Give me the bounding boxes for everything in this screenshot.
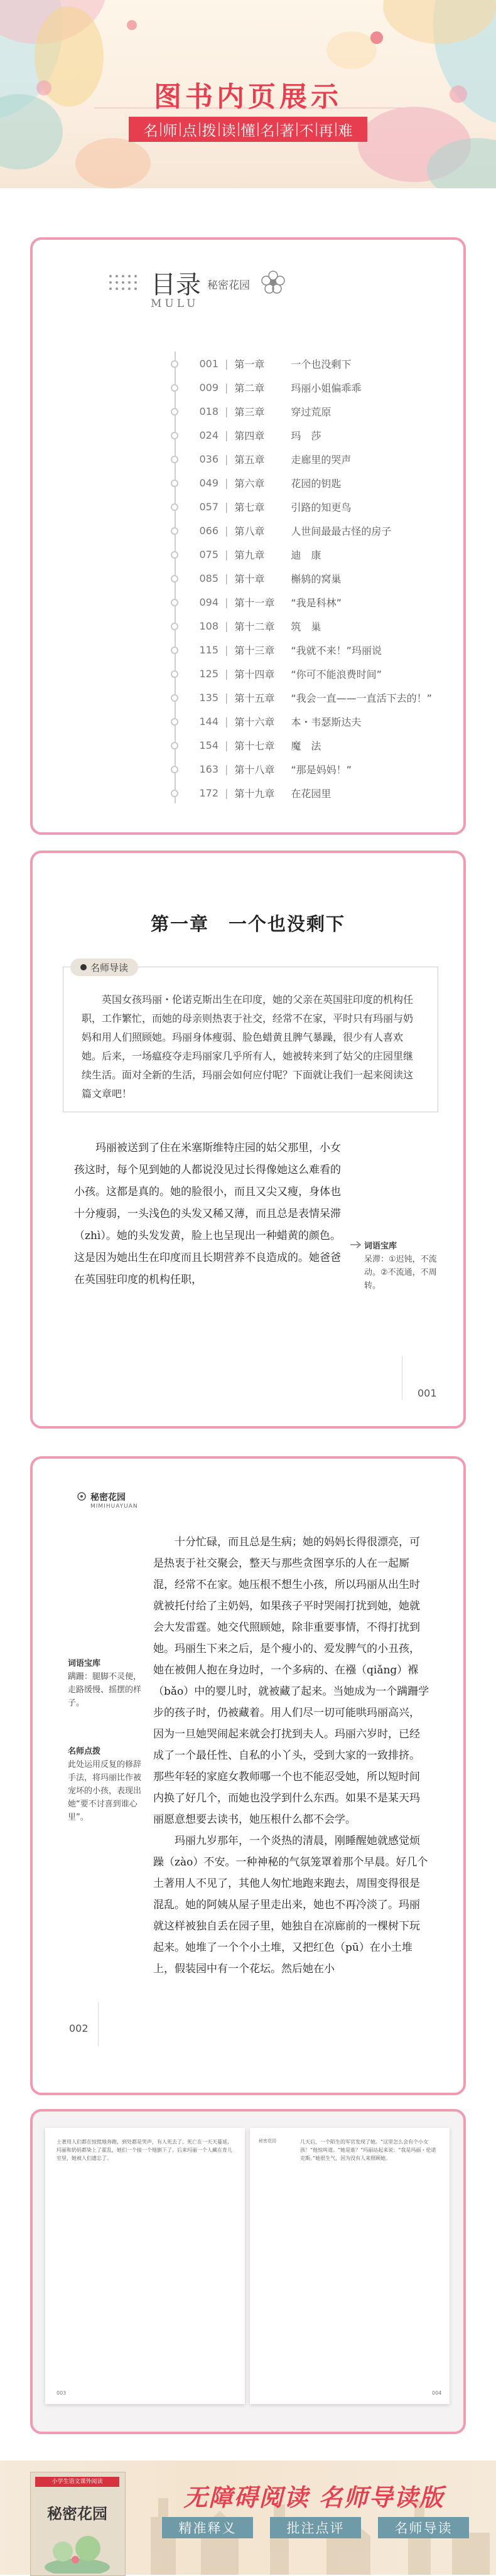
page-body-paragraph: 玛丽九岁那年，一个炎热的清晨，刚睡醒她就感觉烦躁（zào）不安。一种神秘的气氛笼罩着那个早晨。好几个土著用人不见了，其他人匆忙地跑来跑去，周围变得很是混乱。她的阿姨从屋子里走出来，她也不再冷淡了。玛丽就这样被独自丢在园子里，她独自在凉廊前的一棵树下玩起来。她堆了一个个小土堆，又把红色（pū）在小土堆上，假装园中有一个花坛。然后她在小 [153, 1835, 428, 1975]
dots-ornament-icon [107, 270, 144, 295]
running-header-pinyin: MIMIHUAYUAN [90, 1503, 138, 1510]
toc-page: 075 [199, 549, 218, 561]
toc-title: 筑 巢 [291, 621, 321, 633]
toc-separator: | [225, 453, 229, 465]
toc-title: 引路的知更鸟 [291, 502, 352, 513]
tagline-char: 拨 [202, 122, 217, 139]
vocab-pointer-icon [350, 1240, 364, 1250]
toc-dot-icon [171, 384, 178, 392]
guide-text: 英国女孩玛丽・伦诺克斯出生在印度，她的父亲在英国驻印度的机构任职，工作繁忙，而她的母亲则热衷于社交，经常不在家，平时只有玛丽与奶妈和用人们照顾她。玛丽身体瘦弱、脸色蜡黄且脾气暴躁，很少有人喜欢她。后来，一场瘟疫夺走玛丽家几乎所有人，她被转来到了姑父的庄园里继续生活。面对全新的生活，玛丽会如何应付呢？下面就让我们一起来阅读这篇文章吧！ [82, 994, 414, 1100]
toc-entry[interactable] [175, 738, 321, 753]
footer-tag: 精准释义 [162, 2517, 253, 2538]
toc-page: 125 [199, 668, 218, 680]
toc-entry[interactable] [175, 523, 391, 538]
spread-left-text: 土著用人们都在惊慌地奔跑，到处都是哭声，有人死去了。死亡在一天天蔓延，玛丽和奶妈都染上了霍乱，她们一个接一个地倒下了。后来玛丽一个人藏在育儿室里，她被人们遗忘了。 [57, 2139, 232, 2161]
toc-dot-icon [171, 647, 178, 654]
toc-separator: | [225, 668, 229, 680]
toc-entry[interactable] [175, 476, 341, 490]
page-body-paragraph: 十分忙碌，而且总是生病；她的妈妈长得很漂亮，可是热衷于社交聚会，整天与那些贪图享乐的人在一起厮混，经常不在家。她压根不想生小孩，所以玛丽从出生时就被托付给了主奶妈，如果孩子平时哭闹打扰到她，她就会大发雷霆。她交代照顾她，除非重要事情，不得打扰到她。玛丽生下来之后，是个瘦小的、爱发脾气的小丑孩，她在被佣人抱在身边时，一个多病的、在襁（qiǎng）褓（bǎo）中的婴儿时，就被藏了起来。当她成为一个蹒跚学步的孩子时，仍被藏着。用人们尽一切可能哄玛丽高兴，因为一旦她哭闹起来就会打扰到夫人。玛丽六岁时，已经成了一个最任性、自私的小丫头，受到大家的一致排挤。那些年轻的家庭女教师哪一个也不能忍受她，所以短时间内换了好几个，而她也没学到什么东西。如果不是某天玛丽愿意想要去读书，她压根什么都不会学。 [153, 1536, 429, 1826]
toc-separator: | [225, 596, 229, 608]
toc-chapter: 第十七章 [234, 740, 275, 752]
toc-title: “我是科林” [291, 597, 342, 609]
toc-page: 066 [199, 525, 218, 537]
tagline-char: 点 [182, 122, 197, 139]
toc-separator: | [225, 429, 229, 441]
toc-title: 一个也没剩下 [291, 358, 352, 370]
toc-chapter: 第十四章 [234, 668, 275, 680]
tagline-char: 著 [279, 122, 294, 139]
toc-chapter: 第十八章 [234, 764, 275, 776]
book-cover-series: 小学生语文课外阅读 [35, 2477, 119, 2487]
toc-chapter: 第十一章 [234, 597, 275, 609]
vocab-head: 词语宝库 [364, 1242, 397, 1251]
toc-chapter: 第二章 [234, 382, 265, 394]
vocab-note [364, 1240, 446, 1292]
toc-title: 槲鸫的窝巢 [291, 573, 342, 585]
toc-separator: | [225, 525, 229, 537]
toc-entry[interactable] [175, 452, 351, 466]
toc-separator: | [225, 549, 229, 561]
guide-label [70, 958, 138, 976]
guide-bullet-icon [80, 964, 87, 970]
toc-entry[interactable] [175, 500, 351, 514]
page-header-flower-icon [77, 1491, 87, 1501]
vocab-head: 词语宝库 [68, 1659, 101, 1668]
toc-dot-icon [171, 408, 178, 416]
teacher-note-head: 名师点拨 [68, 1747, 101, 1756]
toc-entry[interactable] [175, 714, 361, 729]
vocab-text: 呆滞：①迟钝，不流动。②不流通，不周转。 [364, 1255, 437, 1291]
toc-separator: | [225, 739, 229, 751]
tagline-char: 懂 [240, 122, 256, 139]
toc-chapter: 第十三章 [234, 645, 275, 657]
toc-dot-icon [171, 766, 178, 773]
toc-entry[interactable] [175, 404, 331, 419]
toc-entry[interactable] [175, 428, 321, 443]
toc-dot-icon [171, 575, 178, 582]
toc-chapter: 第五章 [234, 454, 265, 466]
toc-chapter: 第十五章 [234, 692, 275, 704]
toc-dot-icon [171, 503, 178, 511]
toc-page: 049 [199, 477, 218, 489]
toc-chapter: 第十二章 [234, 621, 275, 633]
toc-separator: | [225, 501, 229, 513]
banner-title: 图书内页展示 [154, 81, 342, 113]
toc-dot-icon [171, 694, 178, 702]
page-body [153, 1532, 429, 1980]
toc-title: 人世间最最古怪的房子 [291, 525, 392, 537]
toc-title: 穿过荒原 [291, 406, 332, 418]
toc-entry[interactable] [175, 619, 321, 633]
tagline-char: 难 [338, 122, 353, 139]
toc-chapter: 第四章 [234, 430, 265, 442]
toc-dot-icon [171, 718, 178, 726]
toc-page: 018 [199, 405, 218, 417]
toc-entry[interactable] [175, 571, 341, 586]
toc-title: 玛 莎 [291, 430, 321, 442]
toc-title: “我就不来！”玛丽说 [291, 645, 382, 657]
toc-entry[interactable] [175, 380, 361, 395]
toc-dot-icon [171, 742, 178, 749]
footer-slogan: 无障碍阅读 名师导读版 [183, 2484, 445, 2511]
footer-tag: 名师导读 [378, 2517, 469, 2538]
toc-separator: | [225, 763, 229, 775]
toc-separator: | [225, 572, 229, 584]
toc-book-name: 秘密花园 [207, 279, 250, 292]
toc-separator: | [225, 382, 229, 394]
toc-chapter: 第一章 [234, 358, 265, 370]
guide-label-text: 名师导读 [90, 962, 128, 974]
running-header-title: 秘密花园 [90, 1493, 126, 1503]
toc-entry[interactable] [175, 690, 432, 705]
spread-right-header: 秘密花园 [259, 2139, 276, 2144]
toc-chapter: 第七章 [234, 502, 265, 513]
toc-chapter: 第三章 [234, 406, 265, 418]
vocab-note [68, 1657, 143, 1710]
toc-page: 144 [199, 716, 218, 727]
tagline-char: 师 [163, 122, 178, 139]
toc-dot-icon [171, 456, 178, 463]
spread-left-page-number: 003 [57, 2390, 67, 2396]
toc-separator: | [225, 716, 229, 727]
toc-page: 024 [199, 429, 218, 441]
tagline-char: 再 [318, 122, 333, 139]
footer-tag: 批注点评 [270, 2517, 361, 2538]
toc-title: 玛丽小姐偏乖乖 [291, 382, 362, 394]
toc-dot-icon [171, 480, 178, 487]
toc-page: 085 [199, 572, 218, 584]
toc-title: 走廊里的哭声 [291, 454, 352, 466]
toc-dot-icon [171, 599, 178, 606]
spread-left-page [45, 2128, 245, 2404]
toc-chapter: 第六章 [234, 478, 265, 490]
tagline-char: 名 [143, 122, 158, 139]
toc-chapter: 第九章 [234, 549, 265, 561]
toc-separator: | [225, 477, 229, 489]
toc-chapter: 第八章 [234, 525, 265, 537]
page-number: 001 [418, 1387, 437, 1399]
toc-separator: | [225, 692, 229, 704]
tagline-char: 名 [260, 122, 275, 139]
toc-page: 009 [199, 382, 218, 394]
banner-tagline [129, 117, 367, 142]
toc-page: 094 [199, 596, 218, 608]
toc-page: 108 [199, 620, 218, 632]
toc-chapter: 第十九章 [234, 788, 275, 800]
teacher-note-text: 此处运用反复的修辞手法，将玛丽比作被宠坏的小孩，表现出她“要不讨喜到谁心里”。 [68, 1760, 142, 1822]
toc-chapter: 第十章 [234, 573, 265, 585]
cover-garden-illustration [44, 2530, 111, 2573]
book-cover-title: 秘密花园 [47, 2504, 107, 2523]
toc-entry[interactable] [175, 357, 351, 371]
toc-separator: | [225, 358, 229, 370]
toc-dot-icon [171, 790, 178, 797]
toc-page: 036 [199, 453, 218, 465]
page-divider [98, 2002, 99, 2046]
toc-page: 172 [199, 787, 218, 799]
toc-separator: | [225, 620, 229, 632]
toc-subheading: MULU [151, 298, 199, 310]
toc-title: 本・韦瑟斯达夫 [291, 716, 362, 728]
spread-right-page [250, 2128, 450, 2404]
toc-dot-icon [171, 527, 178, 535]
chapter-body: 玛丽被送到了住在米塞斯维特庄园的姑父那里，小女孩这时，每个见到她的人都说没见过长得像她这么难看的小孩。这都是真的。她的脸很小，而且又尖又瘦，身体也十分瘦弱，一头浅色的头发又稀又薄，而且总是表情呆滞（zhì）。她的头发发黄，脸上也呈现出一种蜡黄的颜色。这是因为她出生在印度而且长期营养不良造成的。她爸爸在英国驻印度的机构任职， [74, 1142, 341, 1286]
tagline-char: 读 [221, 122, 236, 139]
toc-title: “你可不能浪费时间” [291, 668, 382, 680]
tagline-char: 不 [299, 122, 314, 139]
toc-title: 花园的钥匙 [291, 478, 342, 490]
toc-entry[interactable] [175, 547, 321, 562]
vocab-text: 蹒跚：腿脚不灵便，走路缓慢、摇摆的样子。 [68, 1672, 142, 1708]
toc-page: 154 [199, 739, 218, 751]
toc-dot-icon [171, 551, 178, 559]
toc-entry[interactable] [175, 762, 352, 776]
toc-dot-icon [171, 360, 178, 368]
toc-separator: | [225, 644, 229, 656]
toc-separator: | [225, 787, 229, 799]
toc-page: 163 [199, 763, 218, 775]
toc-entry[interactable] [175, 667, 382, 681]
toc-title: 在花园里 [291, 788, 332, 800]
toc-chapter: 第十六章 [234, 716, 275, 728]
toc-page: 135 [199, 692, 218, 704]
toc-page: 115 [199, 644, 218, 656]
toc-entry[interactable] [175, 786, 331, 800]
toc-heading: 目录 [151, 271, 201, 299]
toc-dot-icon [171, 670, 178, 678]
teacher-note [68, 1745, 143, 1824]
toc-title: 魔 法 [291, 740, 321, 752]
toc-entry[interactable] [175, 595, 342, 609]
toc-title: “那是妈妈！” [291, 764, 352, 776]
toc-title: “我会一直——一直活下去的！” [291, 692, 432, 704]
spread-right-page-number: 004 [432, 2390, 442, 2396]
toc-dot-icon [171, 623, 178, 630]
toc-entry[interactable] [175, 643, 382, 657]
toc-dot-icon [171, 432, 178, 439]
toc-page: 057 [199, 501, 218, 513]
chapter-title: 第一章 一个也没剩下 [150, 913, 345, 935]
spread-right-text: 几天后，一个陌生的军官发现了她。“这里怎么会有个小女孩！”他惊叫道。“她是谁？”玛丽站起来说：“我是玛丽・伦诺克斯。”她很生气，因为没有人来照顾她。 [300, 2139, 436, 2161]
toc-separator: | [225, 405, 229, 417]
flower-icon [257, 267, 289, 298]
toc-title: 迪 康 [291, 549, 321, 561]
page-number: 002 [69, 2022, 89, 2034]
toc-page: 001 [199, 358, 218, 370]
